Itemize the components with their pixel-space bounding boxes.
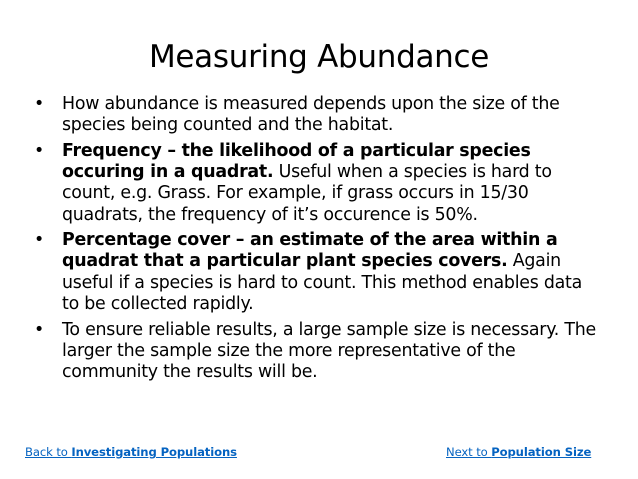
back-link-prefix[interactable]: Back to	[25, 445, 72, 459]
bullet-bold-text: Percentage cover – an estimate of the area within a quadrat that a particular plant species covers.	[62, 230, 558, 272]
bullet-item-percentage-cover	[32, 230, 602, 315]
next-link[interactable]	[446, 444, 591, 460]
back-link[interactable]	[25, 444, 237, 460]
bullet-icon: •	[34, 94, 45, 114]
bullet-item-sample-size	[32, 320, 602, 384]
bullet-icon: •	[34, 140, 45, 161]
back-link-target[interactable]: Investigating Populations	[71, 445, 237, 459]
bullet-text: To ensure reliable results, a large sample size is necessary. The larger the sample size the more representative of the community the results will be.	[62, 319, 596, 382]
bullet-text: How abundance is measured depends upon the size of the species being counted and the habitat.	[62, 94, 560, 136]
bullet-text: Again useful if a species is hard to count. This method enables data to be collected rapidly.	[62, 251, 583, 314]
bullet-item-abundance	[32, 94, 602, 136]
bullet-icon: •	[34, 319, 45, 340]
next-link-prefix[interactable]: Next to	[446, 445, 492, 459]
bullet-icon: •	[34, 230, 45, 251]
next-link-target[interactable]: Population Size	[491, 445, 592, 459]
bullet-text: Useful when a species is hard to count, e.g. Grass. For example, if grass occurs in 15/30 quadrats, the frequency of it’s occurence is 50%.	[62, 162, 552, 225]
bullet-list	[32, 94, 602, 388]
bullet-bold-text: Frequency – the likelihood of a particular species occuring in a quadrat.	[62, 140, 531, 183]
slide-title: Measuring Abundance	[148, 39, 490, 75]
bullet-item-frequency	[32, 141, 602, 226]
